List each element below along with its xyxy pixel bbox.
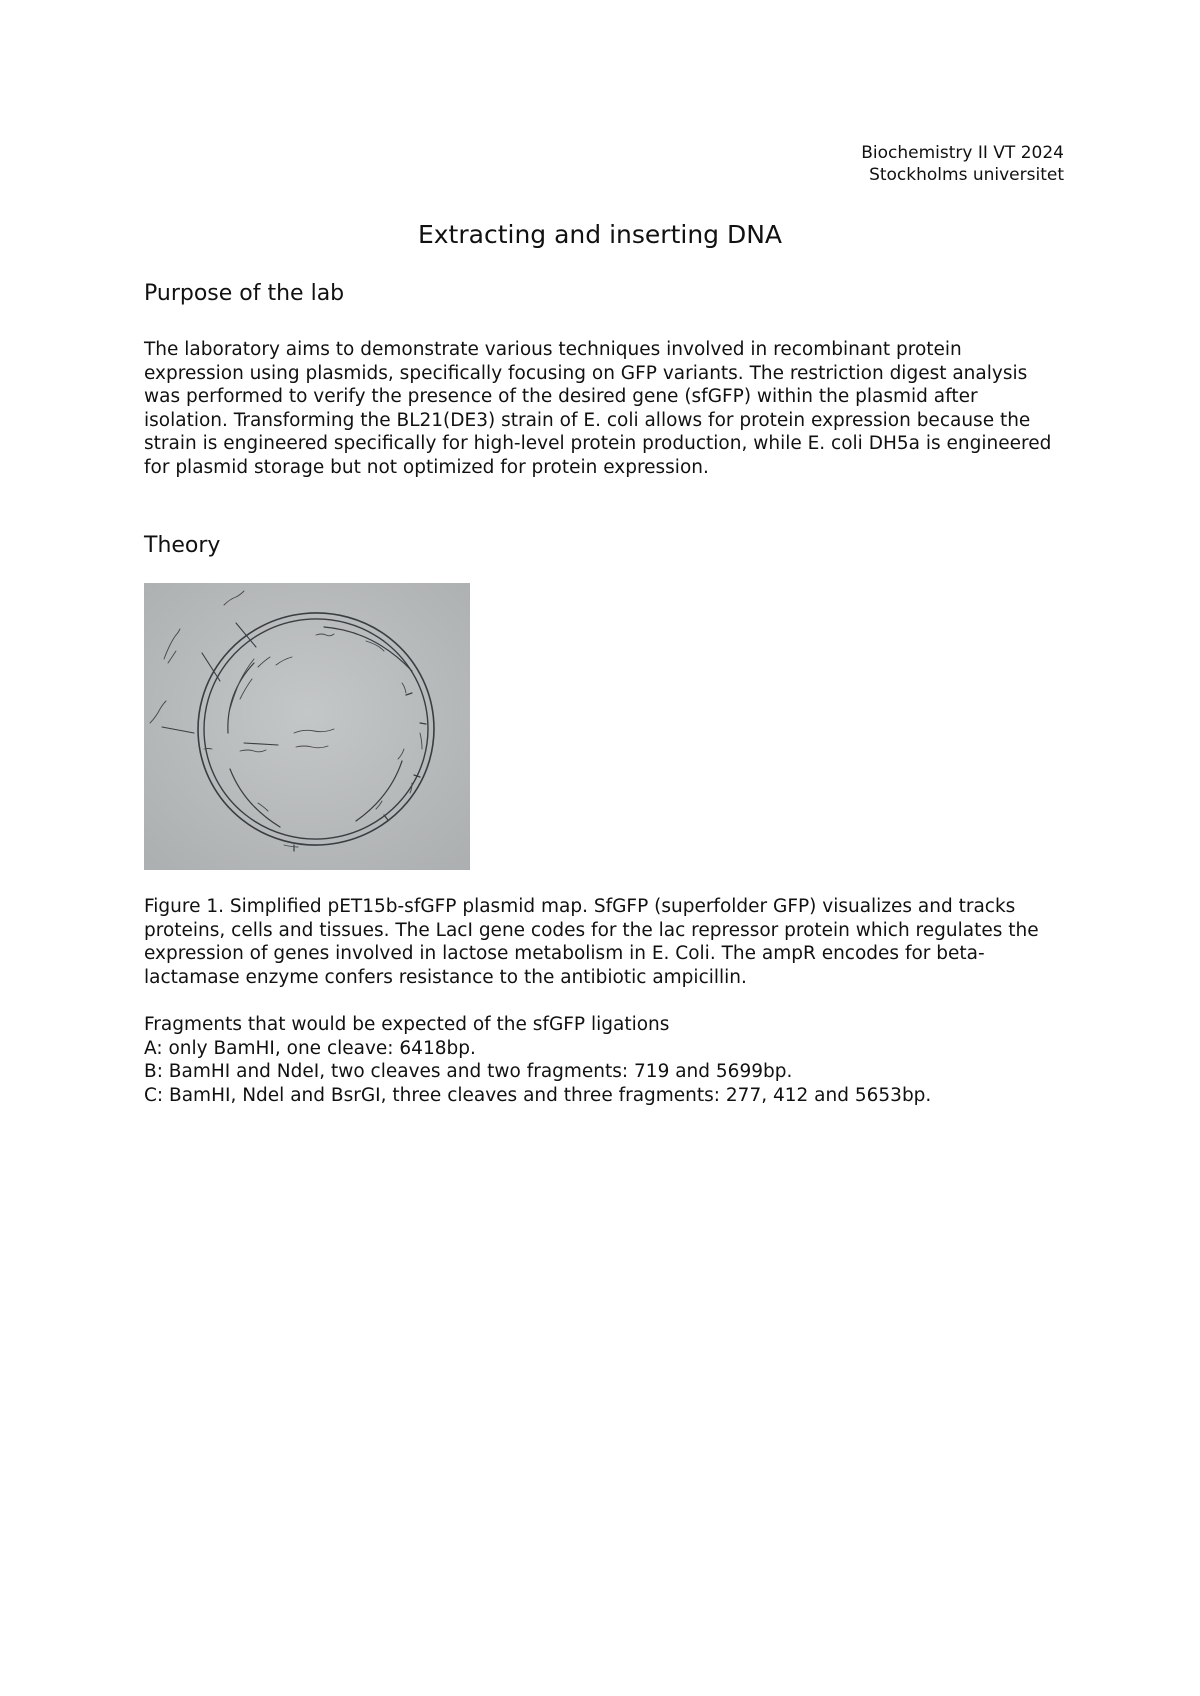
fragments-intro: Fragments that would be expected of the sfGFP ligations <box>144 1014 670 1035</box>
purpose-paragraph: The laboratory aims to demonstrate various techniques involved in recombinant protein expression using plasmids, specifically focusing on GFP variants. The restriction digest analysis was performed to verify the presence of the desired gene (sfGFP) within the plasmid after isolation. Transforming the BL21(DE3) strain of E. coli allows for protein expression because the strain is engineered specifically for high-level protein production, while E. coli DH5a is engineered for plasmid storage but not optimized for protein expression. <box>144 339 1052 478</box>
document-header <box>861 142 1064 186</box>
plasmid-map-photo <box>144 583 470 870</box>
expected-fragments <box>144 1013 1064 1107</box>
fragment-item-b: B: BamHI and NdeI, two cleaves and two fragments: 719 and 5699bp. <box>144 1061 793 1082</box>
figure-caption: Figure 1. Simplified pET15b-sfGFP plasmid map. SfGFP (superfolder GFP) visualizes and tracks proteins, cells and tissues. The LacI gene codes for the lac repressor protein which regulates the expression of genes involved in lactose metabolism in E. Coli. The ampR encodes for beta-lactamase enzyme confers resistance to the antibiotic ampicillin. <box>144 896 1039 988</box>
university-name: Stockholms universitet <box>869 165 1064 185</box>
document-title: Extracting and inserting DNA <box>417 220 783 249</box>
fragment-item-a: A: only BamHI, one cleave: 6418bp. <box>144 1037 476 1059</box>
fragment-item-c: C: BamHI, Ndel and BsrGI, three cleaves and three fragments: 277, 412 and 5653bp. <box>144 1084 932 1106</box>
plasmid-map-drawing <box>144 583 470 870</box>
purpose-heading: Purpose of the lab <box>144 281 345 306</box>
theory-heading: Theory <box>144 533 221 558</box>
course-name: Biochemistry II VT 2024 <box>861 143 1064 163</box>
